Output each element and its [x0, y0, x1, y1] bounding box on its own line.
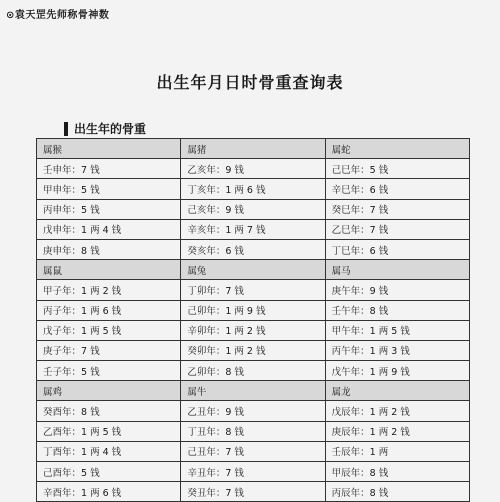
year-weight-cell: 己亥年：9 钱	[181, 199, 325, 219]
section-heading	[64, 120, 146, 137]
year-weight-cell: 庚申年：8 钱	[37, 239, 181, 259]
zodiac-header-cell: 属兔	[181, 260, 325, 280]
year-weight-cell: 己卯年：1 两 9 钱	[181, 300, 325, 320]
year-weight-cell: 癸丑年：7 钱	[181, 482, 325, 502]
zodiac-header-row	[37, 139, 470, 159]
year-weight-cell: 丙申年：5 钱	[37, 199, 181, 219]
bone-weight-table	[36, 138, 470, 502]
year-weight-cell: 乙巳年：7 钱	[325, 219, 469, 239]
year-weight-cell: 戊辰年：1 两 2 钱	[325, 401, 469, 421]
zodiac-header-row	[37, 381, 470, 401]
year-weight-cell: 乙卯年：8 钱	[181, 361, 325, 381]
year-weight-cell: 癸卯年：1 两 2 钱	[181, 340, 325, 360]
zodiac-header-cell: 属鼠	[37, 260, 181, 280]
table-row	[37, 401, 470, 421]
circle-mark-icon: ⊙	[6, 10, 15, 21]
table-row	[37, 421, 470, 441]
year-weight-cell: 丁卯年：7 钱	[181, 280, 325, 300]
table-row	[37, 340, 470, 360]
section-bar-icon	[64, 122, 68, 136]
zodiac-header-cell: 属蛇	[325, 139, 469, 159]
table-row	[37, 462, 470, 482]
year-weight-cell: 庚午年：9 钱	[325, 280, 469, 300]
year-weight-cell: 壬子年：5 钱	[37, 361, 181, 381]
year-weight-cell: 壬午年：8 钱	[325, 300, 469, 320]
year-weight-cell: 壬辰年：1 两	[325, 441, 469, 461]
zodiac-header-row	[37, 260, 470, 280]
year-weight-cell: 丁亥年：1 两 6 钱	[181, 179, 325, 199]
zodiac-header-cell: 属鸡	[37, 381, 181, 401]
year-weight-cell: 己巳年：5 钱	[325, 159, 469, 179]
year-weight-cell: 甲申年：5 钱	[37, 179, 181, 199]
table-row	[37, 280, 470, 300]
zodiac-header-cell: 属马	[325, 260, 469, 280]
table-row	[37, 482, 470, 502]
year-weight-cell: 丙辰年：8 钱	[325, 482, 469, 502]
year-weight-cell: 癸亥年：6 钱	[181, 239, 325, 259]
table-row	[37, 199, 470, 219]
table-row	[37, 361, 470, 381]
table-row	[37, 239, 470, 259]
table-row	[37, 441, 470, 461]
table-row	[37, 179, 470, 199]
running-header-text: 袁天罡先师称骨神数	[14, 10, 110, 21]
year-weight-cell: 壬申年：7 钱	[37, 159, 181, 179]
year-weight-cell: 丙子年：1 两 6 钱	[37, 300, 181, 320]
zodiac-header-cell: 属龙	[325, 381, 469, 401]
page-title: 出生年月日时骨重查询表	[156, 73, 344, 92]
year-weight-cell: 辛丑年：7 钱	[181, 462, 325, 482]
year-weight-cell: 乙酉年：1 两 5 钱	[37, 421, 181, 441]
table-row	[37, 219, 470, 239]
year-weight-cell: 甲辰年：8 钱	[325, 462, 469, 482]
year-weight-cell: 乙亥年：9 钱	[181, 159, 325, 179]
year-weight-cell: 乙丑年：9 钱	[181, 401, 325, 421]
zodiac-header-cell: 属猪	[181, 139, 325, 159]
year-weight-cell: 辛酉年：1 两 6 钱	[37, 482, 181, 502]
zodiac-header-cell: 属牛	[181, 381, 325, 401]
year-weight-cell: 丙午年：1 两 3 钱	[325, 340, 469, 360]
year-weight-cell: 戊子年：1 两 5 钱	[37, 320, 181, 340]
year-weight-cell: 癸巳年：7 钱	[325, 199, 469, 219]
year-weight-cell: 丁丑年：8 钱	[181, 421, 325, 441]
year-weight-cell: 甲午年：1 两 5 钱	[325, 320, 469, 340]
year-weight-cell: 癸酉年：8 钱	[37, 401, 181, 421]
year-weight-cell: 庚子年：7 钱	[37, 340, 181, 360]
year-weight-cell: 庚辰年：1 两 2 钱	[325, 421, 469, 441]
year-weight-cell: 甲子年：1 两 2 钱	[37, 280, 181, 300]
year-weight-cell: 戊午年：1 两 9 钱	[325, 361, 469, 381]
table-row	[37, 300, 470, 320]
year-weight-cell: 丁巳年：6 钱	[325, 239, 469, 259]
year-weight-cell: 辛亥年：1 两 7 钱	[181, 219, 325, 239]
table-row	[37, 320, 470, 340]
section-title: 出生年的骨重	[74, 122, 147, 136]
year-weight-cell: 丁酉年：1 两 4 钱	[37, 441, 181, 461]
running-header	[6, 6, 109, 21]
year-weight-cell: 戊申年：1 两 4 钱	[37, 219, 181, 239]
year-weight-cell: 辛巳年：6 钱	[325, 179, 469, 199]
year-weight-cell: 辛卯年：1 两 2 钱	[181, 320, 325, 340]
year-weight-cell: 己酉年：5 钱	[37, 462, 181, 482]
table-row	[37, 159, 470, 179]
year-weight-cell: 己丑年：7 钱	[181, 441, 325, 461]
zodiac-header-cell: 属猴	[37, 139, 181, 159]
